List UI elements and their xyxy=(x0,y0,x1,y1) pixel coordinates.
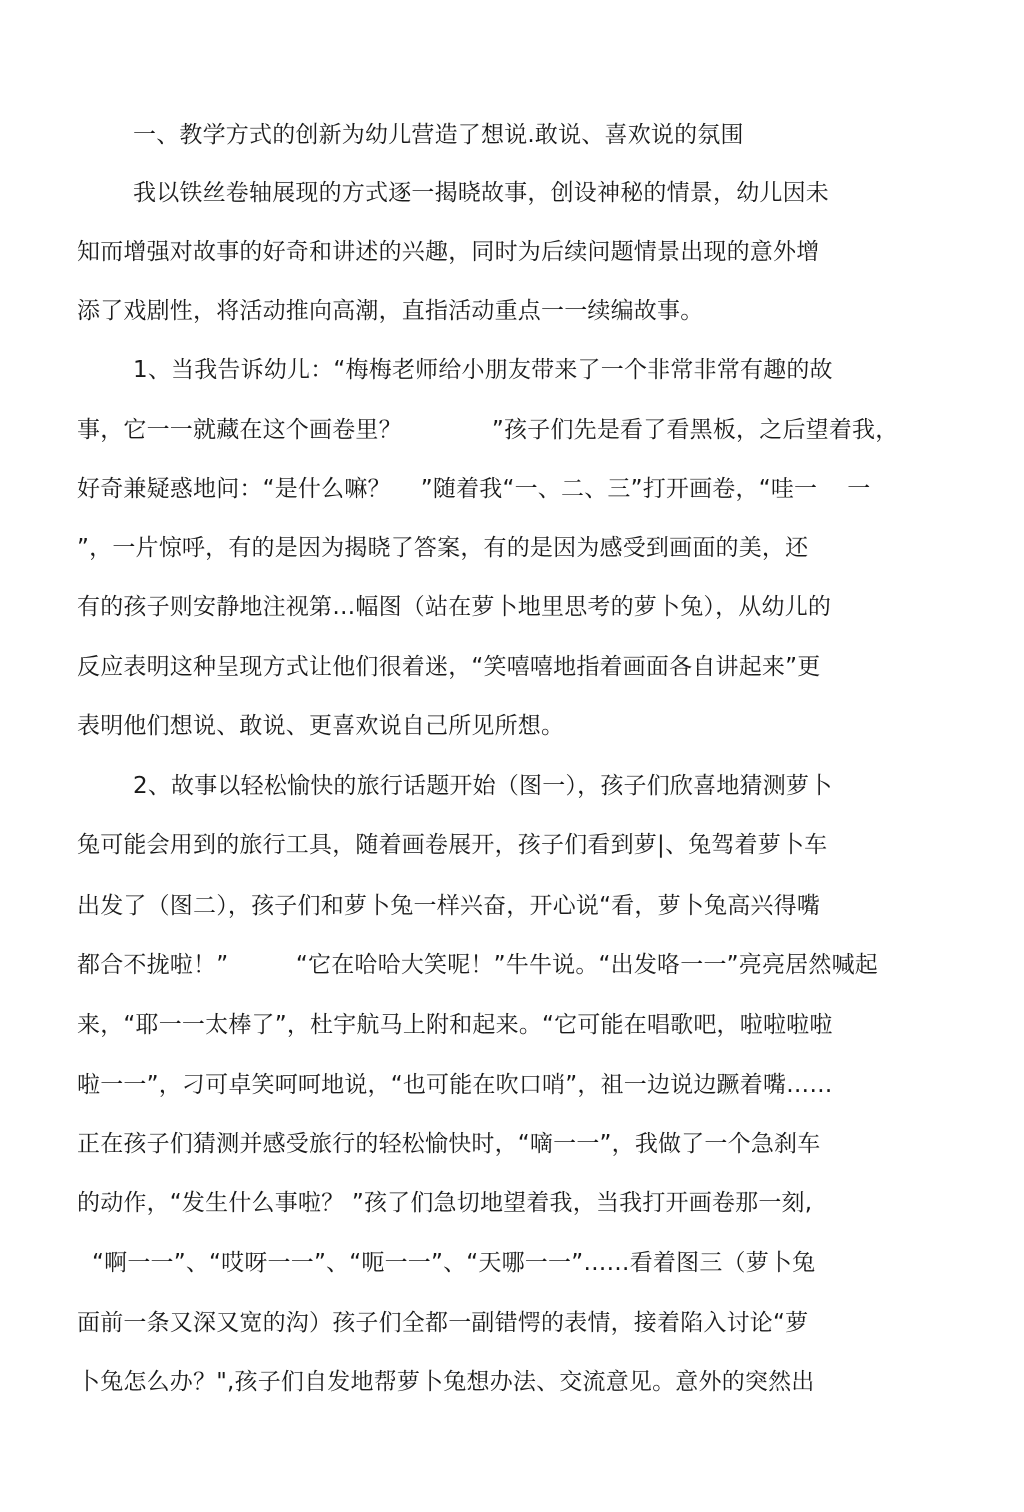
paragraph-line: 好奇兼疑惑地问：“是什么嘛？ ”随着我“一、二、三”打开画卷，“哇一 一 xyxy=(77,476,871,502)
paragraph-line: 事，它一一就藏在这个画卷里？ ”孩子们先是看了看黑板，之后望着我， xyxy=(77,417,899,443)
paragraph-line: 2、故事以轻松愉快的旅行话题开始（图一），孩子们欣喜地猜测萝卜 xyxy=(133,773,833,799)
paragraph-line: “啊一一”、“哎呀一一”、“呃一一”、“天哪一一”……看着图三（萝卜兔 xyxy=(92,1250,816,1276)
paragraph-line: 表明他们想说、敢说、更喜欢说自己所见所想。 xyxy=(77,713,565,739)
paragraph-line: 正在孩子们猜测并感受旅行的轻松愉快时，“嘀一一”，我做了一个急刹车 xyxy=(77,1131,821,1157)
paragraph-line: 出发了（图二），孩子们和萝卜兔一样兴奋，开心说“看，萝卜兔高兴得嘴 xyxy=(77,893,821,919)
paragraph-line: 有的孩子则安静地注视第…幅图（站在萝卜地里思考的萝卜兔），从幼儿的 xyxy=(77,594,832,620)
paragraph-line: 的动作，“发生什么事啦？ ”孩了们急切地望着我，当我打开画卷那一刻, xyxy=(77,1190,813,1216)
paragraph-line: 知而增强对故事的好奇和讲述的兴趣，同时为后续问题情景出现的意外增 xyxy=(77,239,820,265)
paragraph-line: 面前一条又深又宽的沟）孩子们全都一副错愕的表情，接着陷入讨论“萝 xyxy=(77,1310,809,1336)
section-heading: 一、教学方式的创新为幼儿营造了想说.敢说、喜欢说的氛围 xyxy=(133,122,744,148)
paragraph-line: 来，“耶一一太棒了”，杜宇航马上附和起来。“它可能在唱歌吧，啦啦啦啦 xyxy=(77,1012,833,1038)
paragraph-line: 兔可能会用到的旅行工具，随着画卷展开，孩子们看到萝|、兔驾着萝卜车 xyxy=(77,832,828,858)
paragraph-line: 1、当我告诉幼儿：“梅梅老师给小朋友带来了一个非常非常有趣的故 xyxy=(133,357,833,383)
paragraph-line: 啦一一”，刁可卓笑呵呵地说，“也可能在吹口哨”，祖一边说边蹶着嘴…… xyxy=(77,1072,833,1098)
paragraph-line: 都合不拢啦！” “它在哈哈大笑呢！”牛牛说。“出发咯一一”亮亮居然喊起 xyxy=(77,952,878,978)
paragraph-line: 添了戏剧性，将活动推向高潮，直指活动重点一一续编故事。 xyxy=(77,298,704,324)
paragraph-line: 反应表明这种呈现方式让他们很着迷，“笑嘻嘻地指着画面各自讲起来”更 xyxy=(77,654,821,680)
paragraph-line: 我以铁丝卷轴展现的方式逐一揭晓故事，创设神秘的情景，幼儿因未 xyxy=(133,180,829,206)
paragraph-line: ”，一片惊呼，有的是因为揭晓了答案，有的是因为感受到画面的美，还 xyxy=(77,535,809,561)
paragraph-line: 卜兔怎么办？",孩子们自发地帮萝卜兔想办法、交流意见。意外的突然出 xyxy=(77,1369,815,1395)
